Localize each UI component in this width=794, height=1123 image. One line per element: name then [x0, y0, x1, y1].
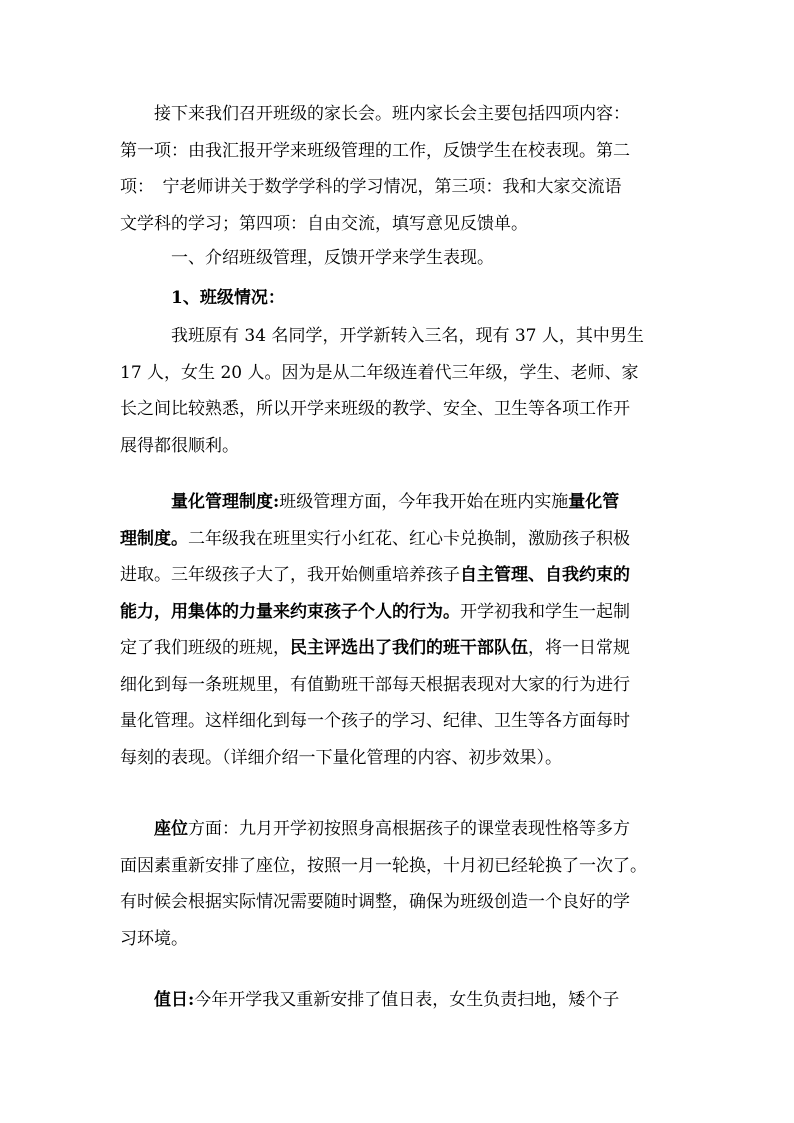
quant-emphasis: 民主评选出了我们的班干部队伍 — [290, 638, 528, 658]
class-info-line: 长之间比较熟悉，所以开学来班级的教学、安全、卫生等各项工作开 — [120, 399, 630, 419]
seat-term: 座位 — [154, 819, 188, 839]
quant-text: 进取。三年级孩子大了，我开始侧重培养孩子 — [120, 565, 460, 585]
quant-line — [120, 484, 680, 521]
quant-term: 量化管理制度: — [171, 492, 280, 512]
quant-text: ，将一日常规 — [528, 638, 630, 658]
subsection-heading: 1、班级情况： — [171, 288, 285, 308]
quant-line — [120, 594, 680, 631]
seat-text: 方面：九月开学初按照身高根据孩子的课堂表现性格等多方 — [188, 819, 630, 839]
class-info-line: 我班原有 34 名同学，开学新转入三名，现有 37 人，其中男生 — [171, 326, 644, 346]
duty-line — [120, 982, 680, 1019]
quant-line: 量化管理。这样细化到每一个孩子的学习、纪律、卫生等各方面每时 — [120, 711, 630, 731]
quant-text: 二年级我在班里实行小红花、红心卡兑换制，激励孩子积极 — [188, 528, 630, 549]
seat-line: 有时候会根据实际情况需要随时调整，确保为班级创造一个良好的学 — [120, 892, 630, 912]
intro-paragraph — [120, 96, 680, 242]
duty-text: 今年开学我又重新安排了值日表，女生负责扫地，矮个子 — [194, 990, 620, 1010]
intro-line: 接下来我们召开班级的家长会。班内家长会主要包括四项内容： — [154, 104, 630, 124]
quant-management-paragraph — [120, 484, 680, 776]
quant-line: 细化到每一条班规里，有值勤班干部每天根据表现对大家的行为进行 — [120, 674, 630, 695]
seating-paragraph — [120, 811, 680, 957]
seat-line: 面因素重新安排了座位，按照一月一轮换，十月初已经轮换了一次了。 — [120, 855, 647, 876]
quant-term: 理制度。 — [120, 528, 188, 549]
quant-term: 量化管 — [568, 492, 620, 512]
quant-emphasis: 自主管理、自我约束的 — [460, 565, 630, 585]
quant-line — [120, 557, 680, 594]
quant-emphasis: 能力，用集体的力量来约束孩子个人的行为。 — [120, 601, 460, 622]
quant-line: 每刻的表现。（详细介绍一下量化管理的内容、初步效果）。 — [120, 747, 562, 768]
class-info-paragraph — [120, 318, 680, 464]
intro-line: 项： 宁老师讲关于数学学科的学习情况，第三项：我和大家交流语 — [120, 177, 622, 197]
intro-line: 第一项：由我汇报开学来班级管理的工作，反馈学生在校表现。第二 — [120, 140, 630, 161]
duty-term: 值日: — [154, 990, 195, 1010]
quant-line — [120, 521, 680, 558]
class-info-line: 17 人，女生 20 人。因为是从二年级连着代三年级，学生、老师、家 — [120, 362, 639, 383]
seat-line — [120, 811, 680, 848]
class-info-line: 展得都很顺利。 — [120, 435, 239, 456]
quant-text: 开学初我和学生一起制 — [460, 601, 630, 622]
intro-line: 文学科的学习；第四项：自由交流，填写意见反馈单。 — [120, 213, 528, 234]
quant-text: 定了我们班级的班规， — [120, 638, 290, 658]
quant-line — [120, 630, 680, 667]
section-heading: 一、介绍班级管理，反馈开学来学生表现。 — [171, 248, 494, 268]
quant-text: 班级管理方面，今年我开始在班内实施 — [279, 492, 569, 512]
duty-paragraph — [120, 982, 680, 1019]
seat-line: 习环境。 — [120, 928, 188, 949]
